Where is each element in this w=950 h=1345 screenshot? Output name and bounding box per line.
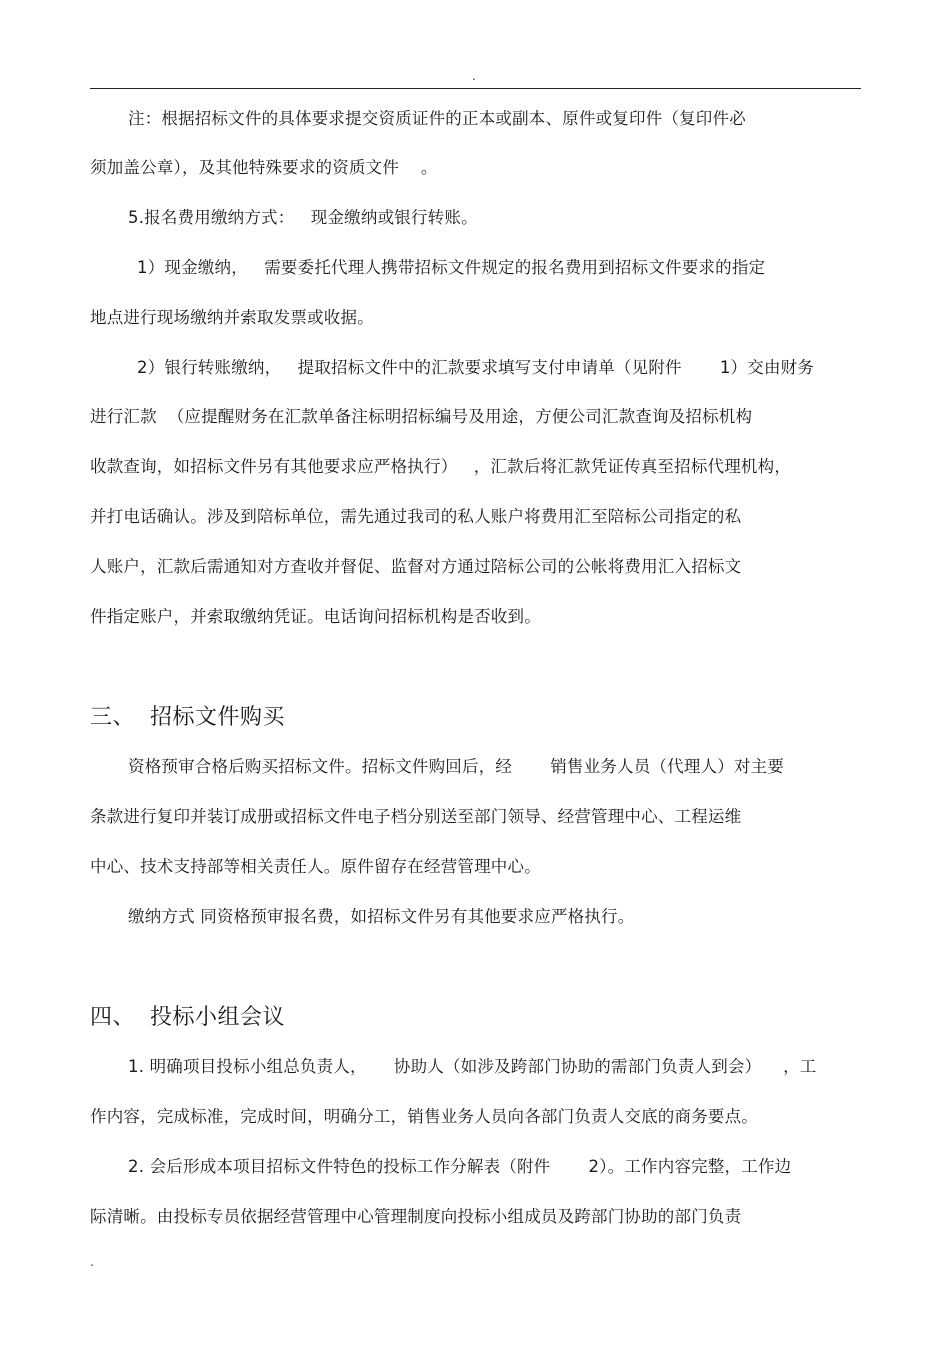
paragraph-line: 2）银行转账缴纳， 提取招标文件中的汇款要求填写支付申请单（见附件 1）交由财务 [137,358,815,377]
paragraph-line: 收款查询，如招标文件另有其他要求应严格执行） ，汇款后将汇款凭证传真至招标代理机构， [90,457,792,476]
paragraph-line: 际清晰。由投标专员依据经营管理中心管理制度向投标小组成员及跨部门协助的部门负责 [90,1207,742,1226]
paragraph-line: 并打电话确认。涉及到陪标单位，需先通过我司的私人账户将费用汇至陪标公司指定的私 [90,507,742,526]
footer-mark: . [90,1255,94,1269]
paragraph-line: 注：根据招标文件的具体要求提交资质证件的正本或副本、原件或复印件（复印件必 [128,109,746,128]
paragraph-line: 件指定账户，并索取缴纳凭证。电话询问招标机构是否收到。 [90,607,541,626]
paragraph-line: 资格预审合格后购买招标文件。招标文件购回后，经 销售业务人员（代理人）对主要 [128,757,785,776]
paragraph-line: 作内容，完成标准，完成时间，明确分工，销售业务人员向各部门负责人交底的商务要点。 [90,1107,758,1126]
paragraph-line: 中心、技术支持部等相关责任人。原件留存在经营管理中心。 [90,857,541,876]
paragraph-line: 条款进行复印并装订成册或招标文件电子档分别送至部门领导、经营管理中心、工程运维 [90,807,742,826]
section-heading: 三、 招标文件购买 [90,705,285,730]
paragraph-line: 人账户，汇款后需通知对方查收并督促、监督对方通过陪标公司的公帐将费用汇入招标文 [90,557,742,576]
paragraph-line: 地点进行现场缴纳并索取发票或收据。 [90,308,374,327]
paragraph-line: 进行汇款 （应提醒财务在汇款单备注标明招标编号及用途，方便公司汇款查询及招标机构 [90,407,753,426]
header-mark: . [472,69,476,83]
section-heading: 四、 投标小组会议 [90,1005,285,1030]
paragraph-line: 5.报名费用缴纳方式： 现金缴纳或银行转账。 [128,208,478,227]
paragraph-line: 缴纳方式 同资格预审报名费，如招标文件另有其他要求应严格执行。 [128,907,635,926]
paragraph-line: 2. 会后形成本项目招标文件特色的投标工作分解表（附件 2）。工作内容完整，工作边 [128,1157,792,1176]
paragraph-line: 须加盖公章），及其他特殊要求的资质文件 。 [90,158,438,177]
paragraph-line: 1. 明确项目投标小组总负责人， 协助人（如涉及跨部门协助的需部门负责人到会） ，工 [128,1057,817,1076]
header-rule [90,88,861,89]
paragraph-line: 1）现金缴纳， 需要委托代理人携带招标文件规定的报名费用到招标文件要求的指定 [137,258,766,277]
